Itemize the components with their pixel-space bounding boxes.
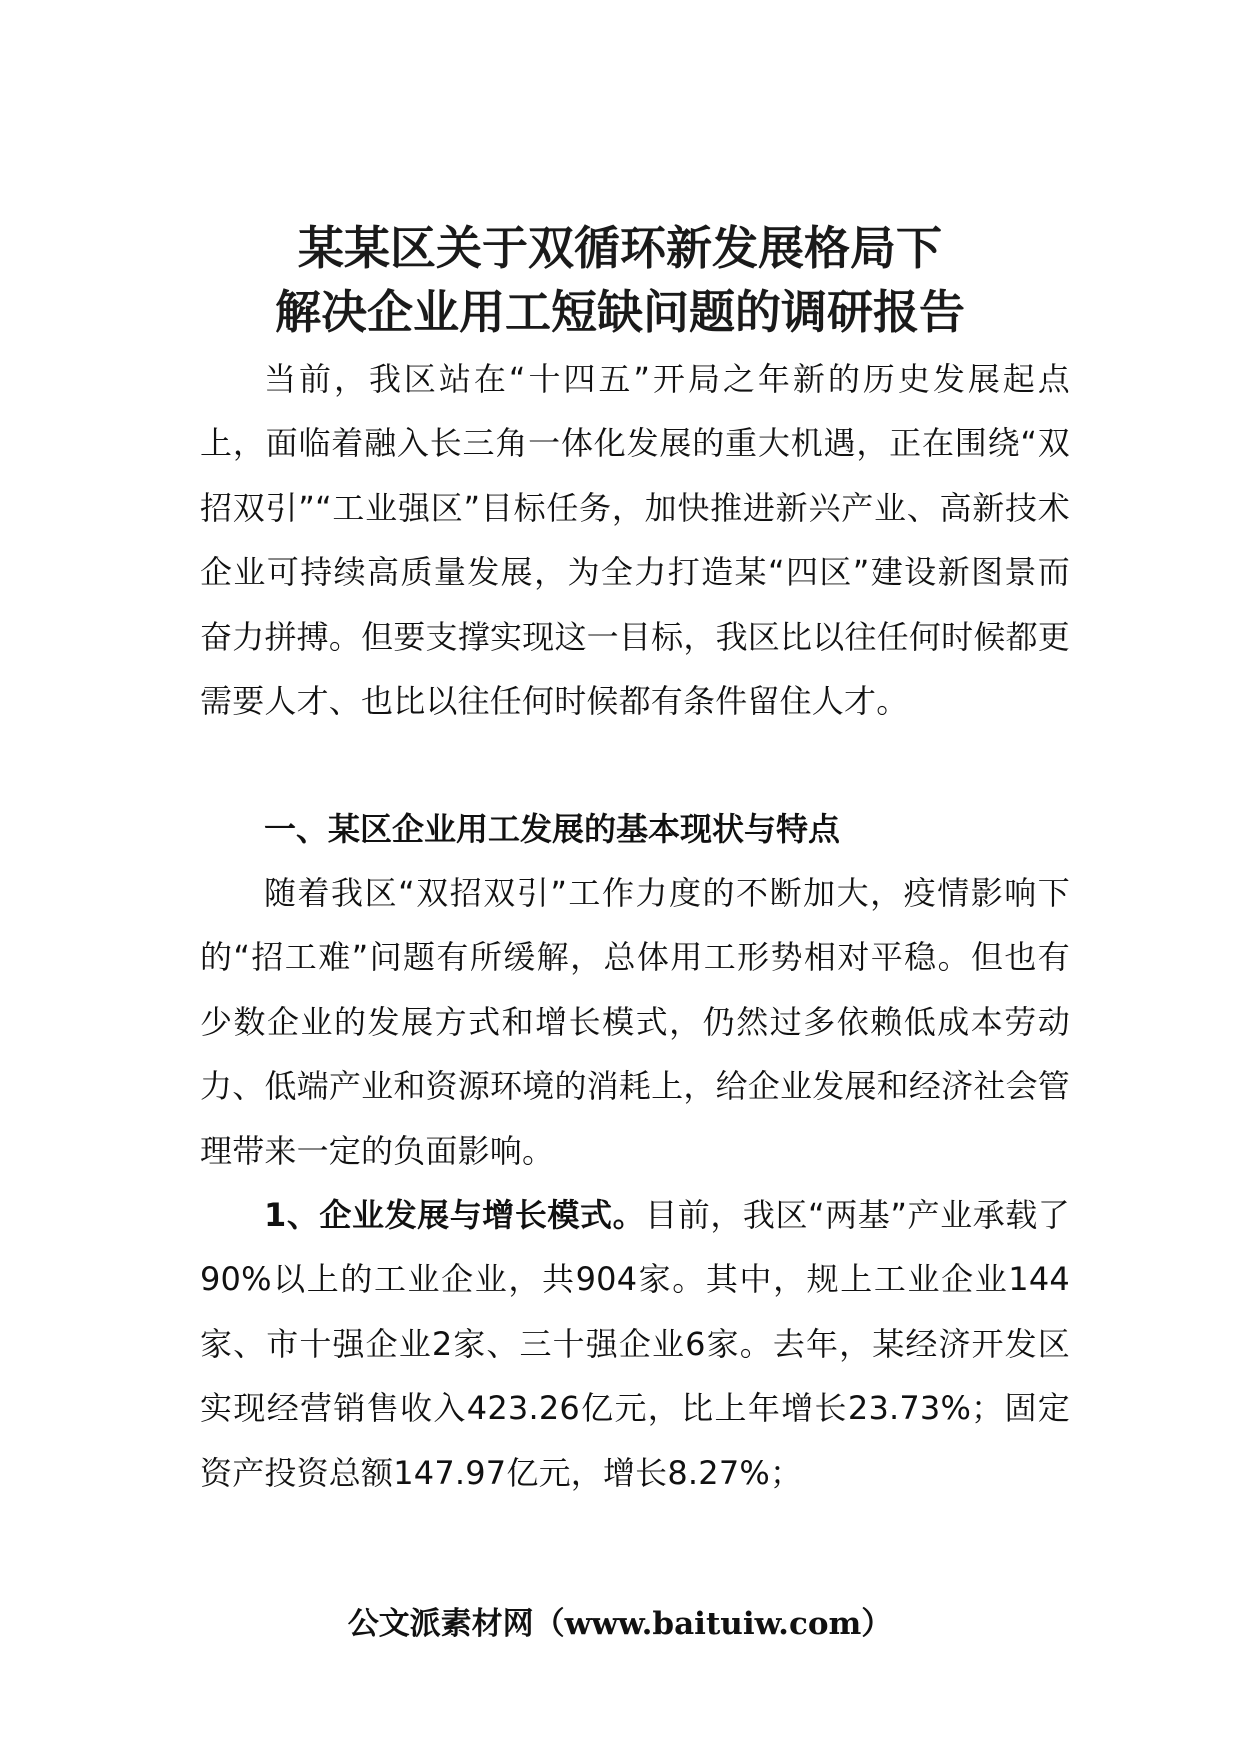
document-title-line-1: 某某区关于双循环新发展格局下 xyxy=(298,221,942,275)
paragraph-lead-bold: 1、企业发展与增长模式。 xyxy=(264,1196,646,1234)
document-title-line-2: 解决企业用工短缺问题的调研报告 xyxy=(275,285,965,339)
paragraph-intro: 当前，我区站在“十四五”开局之年新的历史发展起点上，面临着融入长三角一体化发展的重大机遇，正在围绕“双招双引”“工业强区”目标任务，加快推进新兴产业、高新技术企业可持续高质量发展，为全力打造某“四区”建设新图景而奋力拼搏。但要支撑实现这一目标，我区比以往任何时候都更需要人才、也比以往任何时候都有条件留住人才。 xyxy=(200,360,1070,721)
paragraph-growth-text: 目前，我区“两基”产业承载了90%以上的工业企业，共904家。其中，规上工业企业144家、市十强企业2家、三十强企业6家。去年，某经济开发区实现经营销售收入423.26亿元，比上年增长23.73%；固定资产投资总额147.97亿元，增长8.27%； xyxy=(200,1196,1070,1492)
section-heading-1: 一、某区企业用工发展的基本现状与特点 xyxy=(264,810,841,848)
footer-watermark: 公文派素材网（www.baituiw.com） xyxy=(347,1606,893,1642)
paragraph-status: 随着我区“双招双引”工作力度的不断加大，疫情影响下的“招工难”问题有所缓解，总体用工形势相对平稳。但也有少数企业的发展方式和增长模式，仍然过多依赖低成本劳动力、低端产业和资源环境的消耗上，给企业发展和经济社会管理带来一定的负面影响。 xyxy=(200,874,1070,1170)
paragraph-growth-model xyxy=(200,1183,1070,1505)
